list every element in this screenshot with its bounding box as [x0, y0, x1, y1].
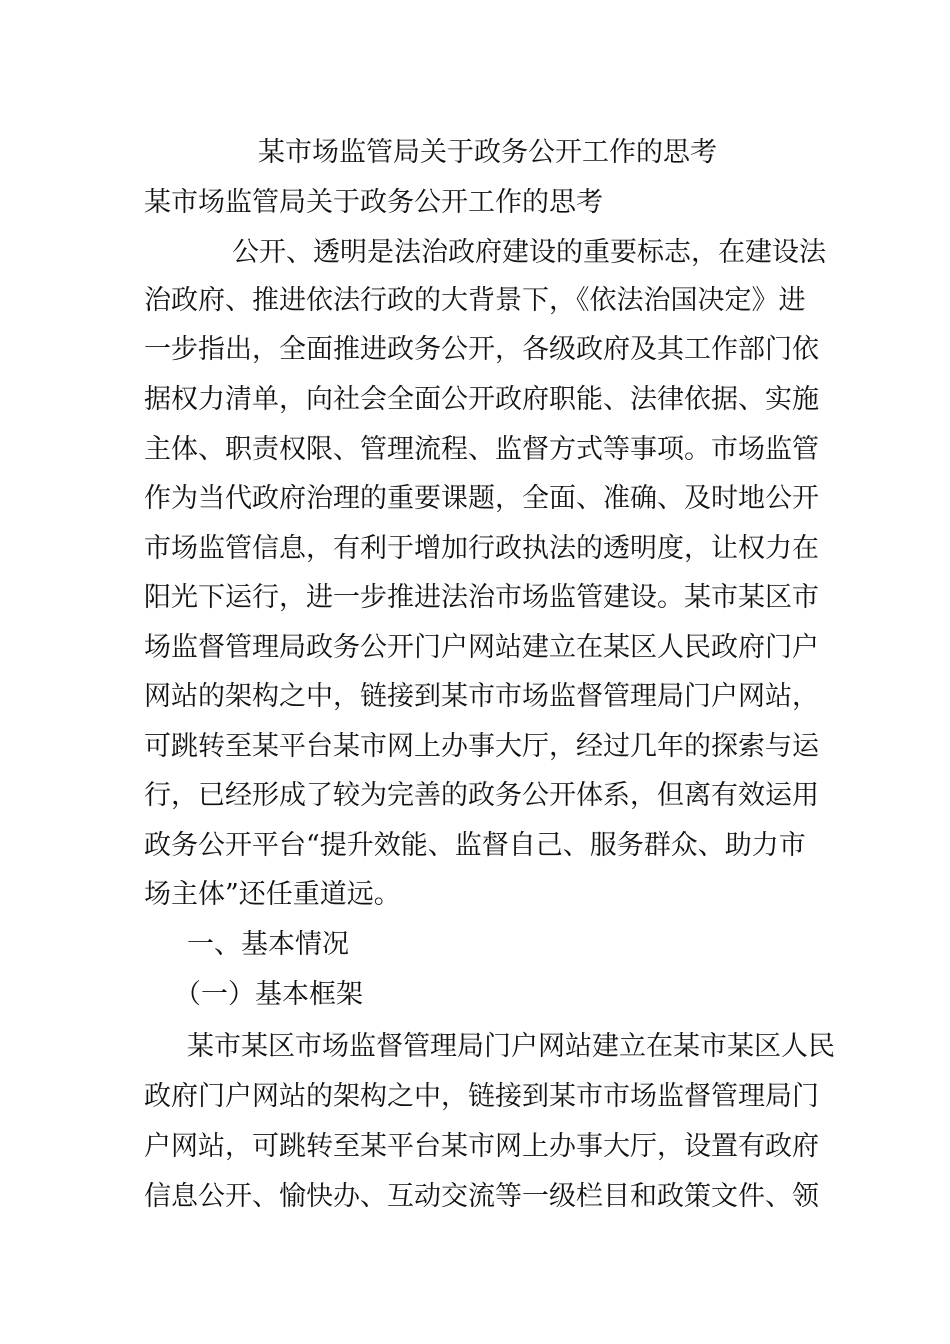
paragraph-line: 阳光下运行，进一步推进法治市场监管建设。某市某区市 [144, 582, 819, 613]
paragraph-line: 户网站，可跳转至某平台某市网上办事大厅，设置有政府 [144, 1131, 819, 1162]
paragraph-line: 公开、透明是法治政府建设的重要标志，在建设法 [232, 237, 826, 268]
paragraph-line: 政府门户网站的架构之中，链接到某市市场监督管理局门 [144, 1081, 819, 1112]
paragraph-line: 据权力清单，向社会全面公开政府职能、法律依据、实施 [144, 384, 819, 415]
paragraph-line: 主体、职责权限、管理流程、监督方式等事项。市场监管 [144, 434, 819, 465]
paragraph-line: 信息公开、愉快办、互动交流等一级栏目和政策文件、领 [144, 1181, 819, 1212]
paragraph-line: 网站的架构之中，链接到某市市场监督管理局门户网站， [144, 681, 819, 712]
section-heading: 一、基本情况 [187, 929, 349, 960]
document-subtitle: 某市场监管局关于政务公开工作的思考 [144, 187, 603, 218]
paragraph-line: 市场监管信息，有利于增加行政执法的透明度，让权力在 [144, 533, 819, 564]
paragraph-line: 场主体”还任重道远。 [144, 879, 401, 910]
subsection-heading: （一）基本框架 [174, 979, 363, 1010]
paragraph-line: 场监督管理局政务公开门户网站建立在某区人民政府门户 [144, 632, 819, 663]
document-title: 某市场监管局关于政务公开工作的思考 [258, 137, 717, 168]
paragraph-line: 一步指出，全面推进政务公开，各级政府及其工作部门依 [144, 334, 819, 365]
paragraph-line: 治政府、推进依法行政的大背景下，《依法治国决定》进 [144, 285, 806, 316]
paragraph-line: 可跳转至某平台某市网上办事大厅，经过几年的探索与运 [144, 731, 819, 762]
paragraph-line: 某市某区市场监督管理局门户网站建立在某市某区人民 [187, 1031, 835, 1062]
paragraph-line: 行，已经形成了较为完善的政务公开体系，但离有效运用 [144, 780, 819, 811]
paragraph-line: 政务公开平台“提升效能、监督自己、服务群众、助力市 [144, 830, 806, 861]
paragraph-line: 作为当代政府治理的重要课题，全面、准确、及时地公开 [144, 483, 819, 514]
